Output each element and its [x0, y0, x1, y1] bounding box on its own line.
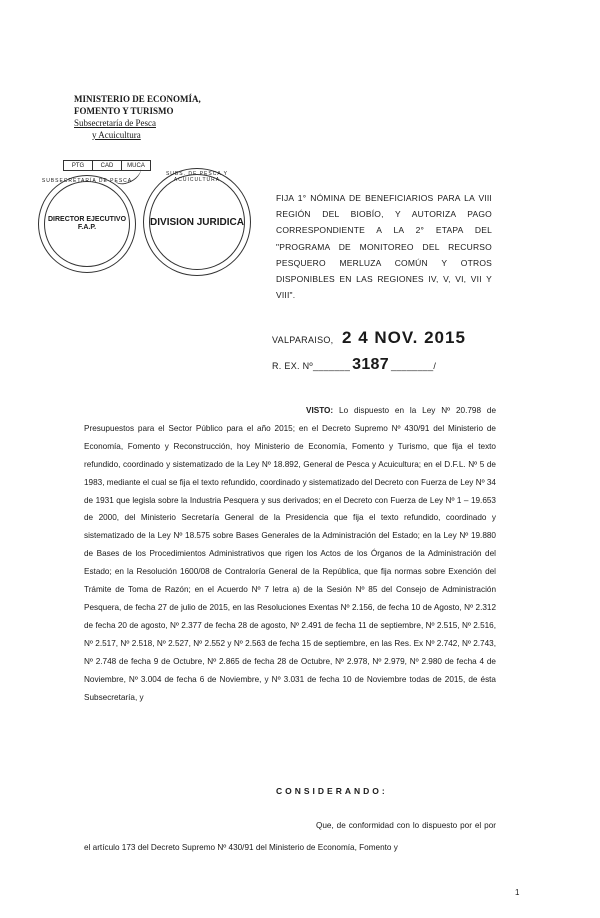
division-juridica-stamp [143, 168, 251, 276]
considerando-text: Que, de conformidad con lo dispuesto por el por el artículo 173 del Decreto Supremo Nº 430/91 del Ministerio de Economía, Fomento y [84, 821, 496, 852]
resolution-dash-left: _______ [313, 361, 351, 371]
issue-date: 2 4 NOV. 2015 [342, 328, 466, 347]
stamp-ring [44, 181, 130, 267]
director-ejecutivo-stamp [38, 175, 136, 273]
visto-label: VISTO: [306, 406, 334, 415]
stamp-ring-text: SUBS. DE PESCA Y ACUICULTURA [165, 171, 229, 183]
routing-cell-cad: CAD [93, 161, 122, 171]
routing-cell-muca: MUCA [122, 161, 151, 171]
resolution-number: 3187 [352, 356, 389, 373]
page-number: 1 [515, 888, 520, 897]
stamp-center-text: DIVISION JURIDICA [150, 216, 244, 228]
ministry-header [74, 93, 201, 141]
date-line [272, 328, 466, 348]
subsecretaria-line2: y Acuicultura [92, 130, 141, 140]
routing-cell-ptg: PTG [64, 161, 93, 171]
resolution-number-line [272, 356, 436, 374]
city: VALPARAISO, [272, 335, 334, 345]
stamp-ring-text: SUBSECRETARÍA DE PESCA [41, 178, 133, 184]
subsecretaria-line1: Subsecretaría de Pesca [74, 118, 156, 128]
ministry-name-line2: FOMENTO Y TURISMO [74, 106, 174, 116]
stamp-center-text: DIRECTOR EJECUTIVO F.A.P. [47, 216, 127, 231]
considerando-heading: CONSIDERANDO: [276, 786, 388, 796]
ministry-name-line1: MINISTERIO DE ECONOMÍA, [74, 94, 201, 104]
resolution-subject: FIJA 1° NÓMINA DE BENEFICIARIOS PARA LA VIII REGIÓN DEL BIOBÍO, Y AUTORIZA PAGO CORRESPONDIENTE A LA 2° ETAPA DEL "PROGRAMA DE MONITOREO DEL RECURSO PESQUERO MERLUZA COMÚN Y OTROS DISPONIBLES EN LAS REGIONES IV, V, VI, VII Y VIII". [276, 193, 492, 301]
resolution-dash-right: ________/ [390, 361, 437, 371]
stamp-ring [149, 174, 245, 270]
resolution-prefix: R. EX. Nº [272, 361, 313, 371]
visto-paragraph [84, 402, 496, 706]
visto-text: Lo dispuesto en la Ley Nº 20.798 de Presupuestos para el Sector Público para el año 2015; en el Decreto Supremo Nº 430/91 del Ministerio de Economía, Fomento y Reconstrucción, hoy Ministerio de Economía, Fomento y Turismo, que fija el texto refundido, coordinado y sistematizado de la Ley Nº 18.892, General de Pesca y Acuicultura; en el D.F.L. Nº 5 de 1983, mediante el cual se fija el texto refundido, coordinado y sistematizado del Decreto con Fuerza de Ley Nº 34 de 1931 que legisla sobre la Industria Pesquera y sus derivados; en el Decreto con Fuerza de Ley Nº 1 – 19.653 de 2000, del Ministerio Secretaría General de la Presidencia que fija el texto refundido, coordinado y sistematizado de la Ley Nº 18.575 sobre Bases Generales de la Administración del Estado; en la Ley Nº 19.880 de Bases de los Procedimientos Administrativos que rigen los Actos de los Órganos de la Administración del Estado; en la Resolución 1600/08 de Contraloría General de la República, que fija normas sobre Exención del Trámite de Toma de Razón; en el Acuerdo Nº 7 letra a) de la Sesión Nº 85 del Consejo de Administración Pesquera, de fecha 27 de julio de 2015, en las Resoluciones Exentas Nº 2.156, de fecha 10 de Agosto, Nº 2.312 de fecha 20 de agosto, Nº 2.377 de fecha 28 de agosto, Nº 2.491 de fecha 11 de septiembre, Nº 2.515, Nº 2.516, Nº 2.517, Nº 2.518, Nº 2.527, Nº 2.552 y Nº 2.563 de fecha 15 de septiembre, en las Res. Ex Nº 2.742, Nº 2.743, Nº 2.748 de fecha 9 de Octubre, Nº 2.865 de fecha 28 de Octubre, Nº 2.978, Nº 2.979, Nº 2.980 de fecha 4 de Noviembre, Nº 3.004 de fecha 6 de Noviembre, y Nº 3.031 de fecha 10 de Noviembre todas de 2015, de ésta Subsecretaría, y [84, 406, 496, 702]
